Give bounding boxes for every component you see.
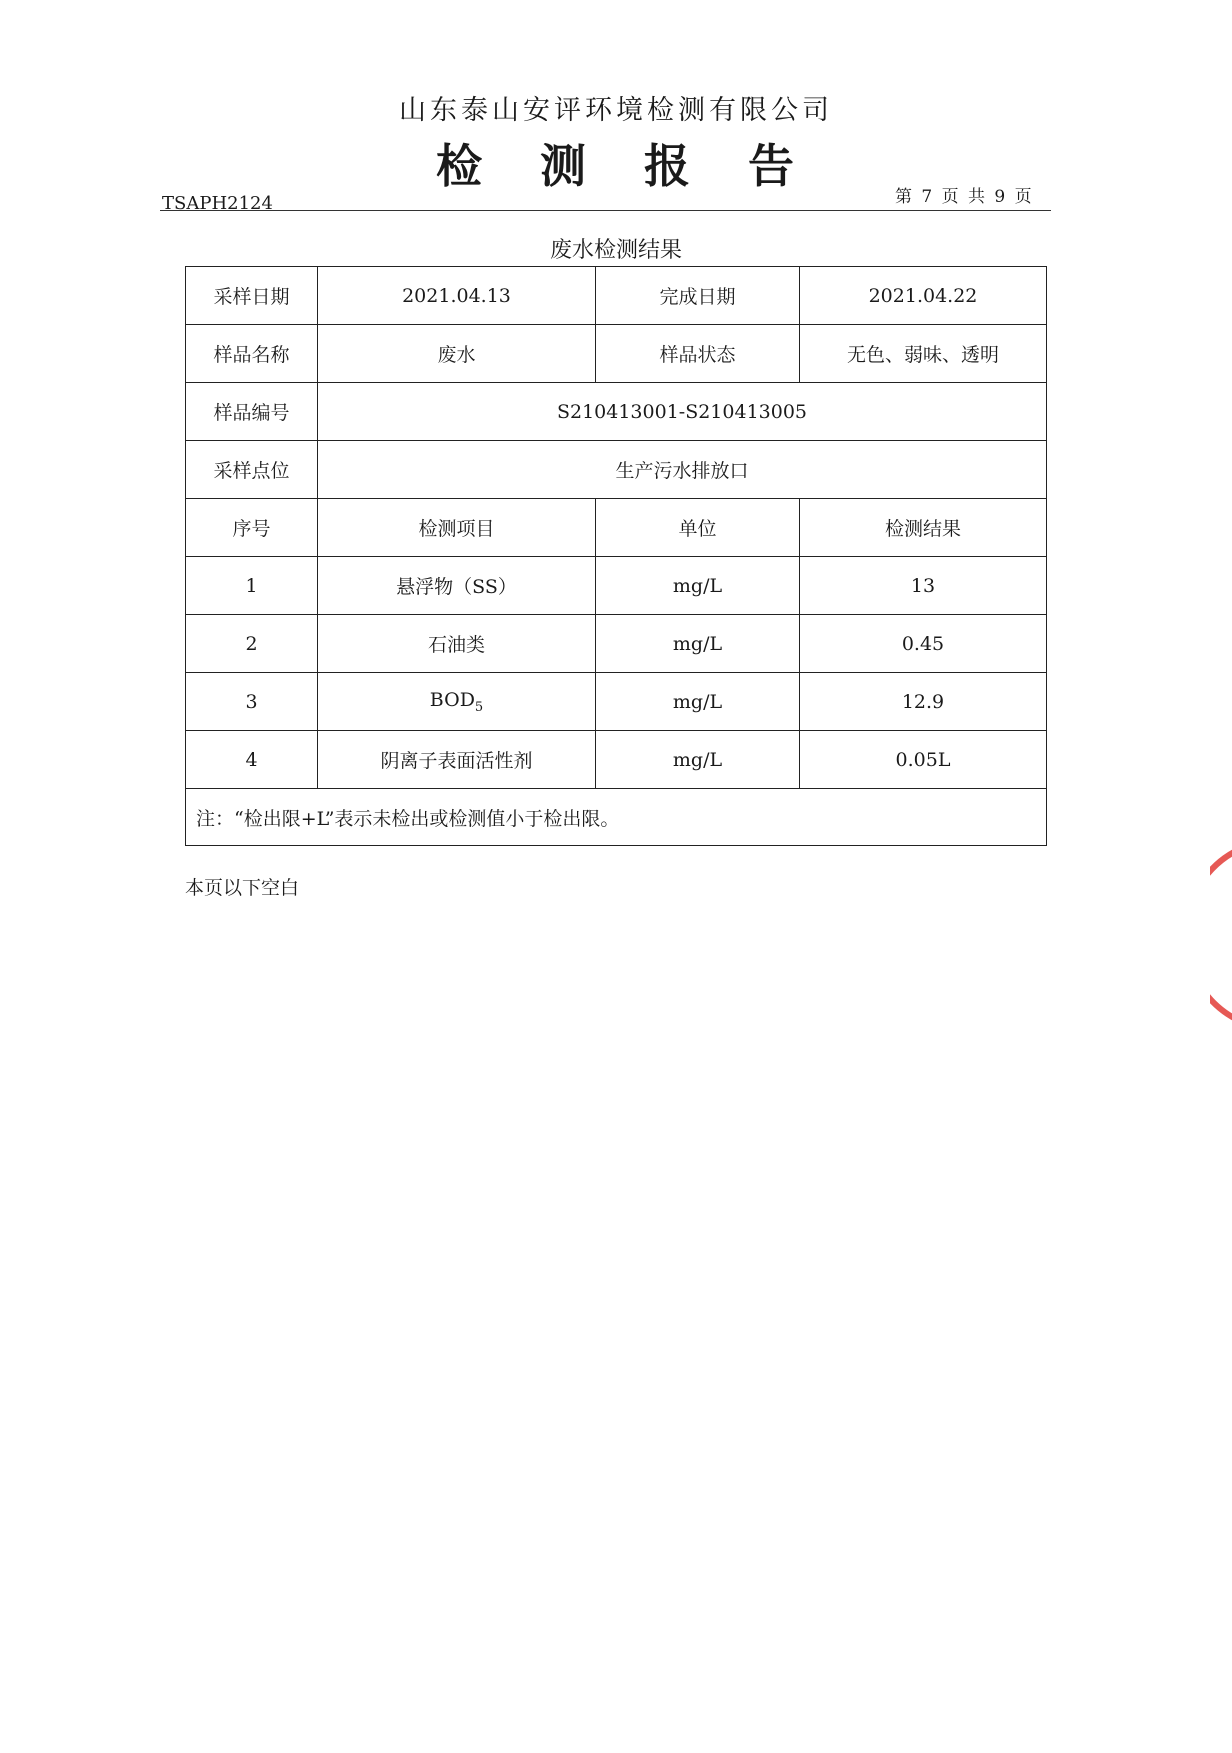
table-row — [186, 615, 1047, 673]
row-unit: mg/L — [596, 731, 800, 789]
complete-date-value: 2021.04.22 — [800, 267, 1047, 325]
page-info: 第 7 页 共 9 页 — [895, 187, 1032, 207]
column-header-unit: 单位 — [596, 499, 800, 557]
column-header-item: 检测项目 — [318, 499, 596, 557]
table-row — [186, 383, 1047, 441]
sample-no-value: S210413001-S210413005 — [318, 383, 1047, 441]
row-unit: mg/L — [596, 673, 800, 731]
table-row — [186, 441, 1047, 499]
row-result: 12.9 — [800, 673, 1047, 731]
table-row — [186, 325, 1047, 383]
sample-state-label: 样品状态 — [596, 325, 800, 383]
row-result: 13 — [800, 557, 1047, 615]
row-no: 3 — [186, 673, 318, 731]
row-no: 4 — [186, 731, 318, 789]
table-header-row — [186, 499, 1047, 557]
section-title: 废水检测结果 — [549, 238, 682, 263]
row-no: 2 — [186, 615, 318, 673]
row-unit: mg/L — [596, 557, 800, 615]
row-unit: mg/L — [596, 615, 800, 673]
sampling-date-value: 2021.04.13 — [318, 267, 596, 325]
sampling-point-label: 采样点位 — [186, 441, 318, 499]
sample-no-label: 样品编号 — [186, 383, 318, 441]
column-header-no: 序号 — [186, 499, 318, 557]
table-row — [186, 731, 1047, 789]
blank-page-note: 本页以下空白 — [185, 877, 300, 899]
row-no: 1 — [186, 557, 318, 615]
row-item: 悬浮物（SS） — [318, 557, 596, 615]
company-name: 山东泰山安评环境检测有限公司 — [399, 95, 833, 126]
sample-name-value: 废水 — [318, 325, 596, 383]
table-row — [186, 267, 1047, 325]
report-number: TSAPH2124 — [162, 193, 273, 214]
row-item-text: BOD — [429, 688, 475, 711]
column-header-result: 检测结果 — [800, 499, 1047, 557]
complete-date-label: 完成日期 — [596, 267, 800, 325]
sample-name-label: 样品名称 — [186, 325, 318, 383]
sampling-point-value: 生产污水排放口 — [318, 441, 1047, 499]
row-result: 0.05L — [800, 731, 1047, 789]
row-result: 0.45 — [800, 615, 1047, 673]
results-table — [185, 266, 1047, 846]
report-title: 检 测 报 告 — [435, 139, 797, 193]
row-item — [318, 673, 596, 731]
row-item: 阴离子表面活性剂 — [318, 731, 596, 789]
sampling-date-label: 采样日期 — [186, 267, 318, 325]
table-note-row — [186, 789, 1047, 846]
row-item-subscript: 5 — [474, 699, 484, 715]
table-row — [186, 557, 1047, 615]
table-row — [186, 673, 1047, 731]
sample-state-value: 无色、弱味、透明 — [800, 325, 1047, 383]
header-divider — [160, 210, 1051, 211]
red-seal-stamp — [1210, 840, 1232, 1030]
row-item: 石油类 — [318, 615, 596, 673]
table-note: 注：“检出限+L”表示未检出或检测值小于检出限。 — [186, 789, 1047, 846]
